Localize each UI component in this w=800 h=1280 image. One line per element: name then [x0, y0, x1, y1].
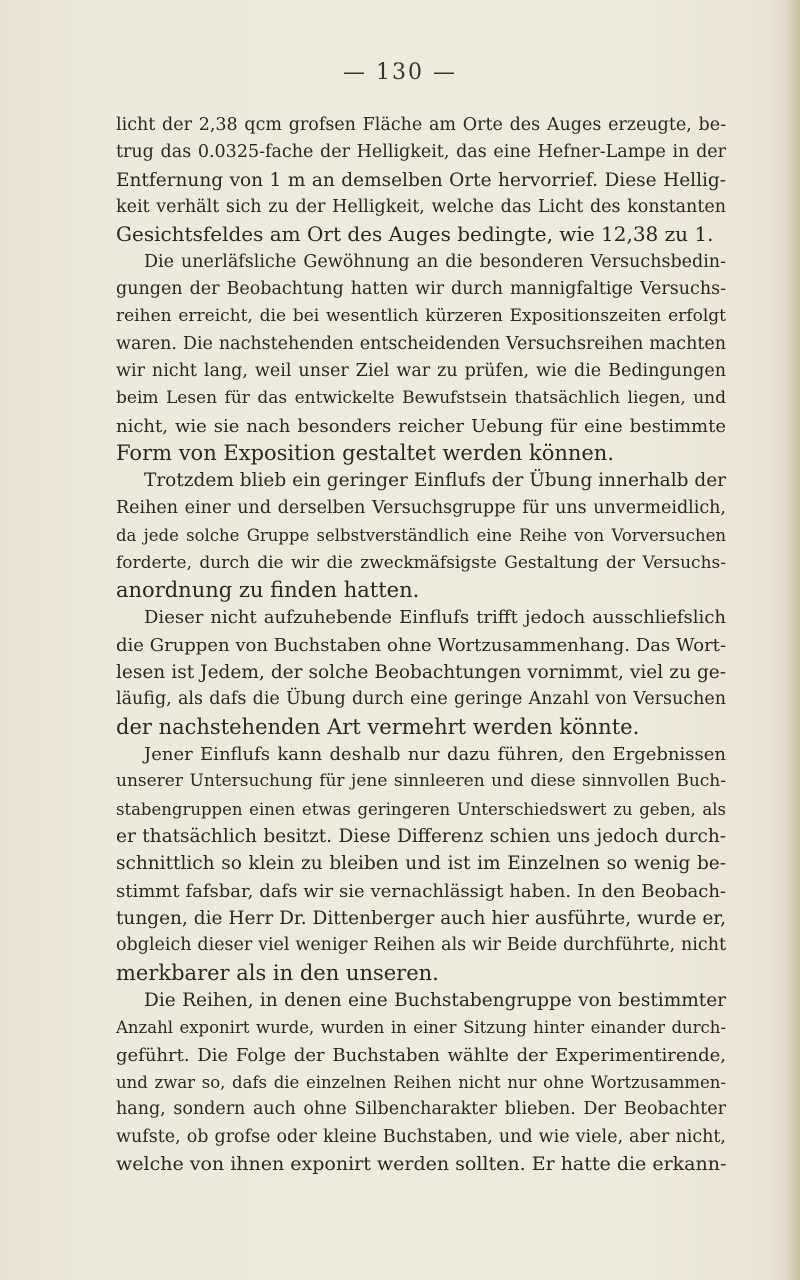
text-line: reihen erreicht, die bei wesentlich kürzeren Expositionszeiten erfolgt: [116, 306, 726, 327]
text-line: Die unerläfsliche Gewöhnung an die besonderen Versuchsbedin-: [144, 251, 726, 272]
text-line: stimmt fafsbar, dafs wir sie vernachlässigt haben. In den Beobach-: [116, 880, 726, 902]
text-line: wir nicht lang, weil unser Ziel war zu prüfen, wie die Bedingungen: [116, 361, 726, 382]
text-line: läufig, als dafs die Übung durch eine geringe Anzahl von Versuchen: [116, 689, 726, 710]
text-line: Jener Einflufs kann deshalb nur dazu führen, den Ergebnissen: [144, 743, 726, 765]
text-line: anordnung zu finden hatten.: [116, 577, 420, 602]
text-line: obgleich dieser viel weniger Reihen als wir Beide durchführte, nicht: [116, 935, 726, 956]
text-line: hang, sondern auch ohne Silbencharakter blieben. Der Beobachter: [116, 1099, 726, 1120]
text-line: keit verhält sich zu der Helligkeit, welche das Licht des konstanten: [116, 197, 726, 218]
text-line: trug das 0.0325-fache der Helligkeit, das eine Hefner-Lampe in der: [116, 142, 726, 163]
text-line: lesen ist Jedem, der solche Beobachtungen vornimmt, viel zu ge-: [116, 661, 726, 683]
page-number: — 130 —: [343, 60, 457, 85]
text-line: Anzahl exponirt wurde, wurden in einer Sitzung hinter einander durch-: [116, 1018, 726, 1038]
text-line: welche von ihnen exponirt werden sollten. Er hatte die erkann-: [116, 1153, 726, 1176]
text-line: unserer Untersuchung für jene sinnleeren und diese sinnvollen Buch-: [116, 771, 726, 792]
body-text: [116, 112, 726, 1178]
text-line: Gesichtsfeldes am Ort des Auges bedingte, wie 12,38 zu 1.: [116, 222, 714, 247]
text-line: Trotzdem blieb ein geringer Einflufs der Übung innerhalb der: [144, 470, 726, 492]
text-line: der nachstehenden Art vermehrt werden könnte.: [116, 714, 640, 739]
text-line: Entfernung von 1 m an demselben Orte hervorrief. Diese Hellig-: [116, 169, 726, 191]
text-line: Form von Exposition gestaltet werden können.: [116, 441, 615, 466]
text-line: und zwar so, dafs die einzelnen Reihen nicht nur ohne Wortzusammen-: [116, 1073, 726, 1093]
text-line: gungen der Beobachtung hatten wir durch mannigfaltige Versuchs-: [116, 279, 726, 300]
text-line: forderte, durch die wir die zweckmäfsigste Gestaltung der Versuchs-: [116, 552, 726, 573]
text-line: beim Lesen für das entwickelte Bewufstsein thatsächlich liegen, und: [116, 388, 726, 409]
text-line: Reihen einer und derselben Versuchsgruppe für uns unvermeidlich,: [116, 497, 726, 518]
text-line: schnittlich so klein zu bleiben und ist im Einzelnen so wenig be-: [116, 853, 726, 875]
text-line: die Gruppen von Buchstaben ohne Wortzusammenhang. Das Wort-: [116, 634, 726, 656]
text-line: Dieser nicht aufzuhebende Einflufs trifft jedoch ausschliefslich: [144, 607, 726, 629]
text-line: da jede solche Gruppe selbstverständlich eine Reihe von Vorversuchen: [116, 526, 726, 546]
text-line: tungen, die Herr Dr. Dittenberger auch hier ausführte, wurde er,: [116, 907, 726, 929]
text-line: stabengruppen einen etwas geringeren Unterschiedswert zu geben, als: [116, 799, 726, 819]
page-edge-shadow: [786, 0, 800, 1280]
text-line: geführt. Die Folge der Buchstaben wählte der Experimentirende,: [116, 1044, 726, 1066]
text-line: er thatsächlich besitzt. Diese Differenz schien uns jedoch durch-: [116, 825, 726, 847]
text-line: nicht, wie sie nach besonders reicher Uebung für eine bestimmte: [116, 415, 726, 437]
text-line: Die Reihen, in denen eine Buchstabengruppe von bestimmter: [144, 990, 726, 1011]
text-line: licht der 2,38 qcm grofsen Fläche am Orte des Auges erzeugte, be-: [116, 115, 726, 135]
text-line: merkbarer als in den unseren.: [116, 960, 439, 985]
text-line: waren. Die nachstehenden entscheidenden Versuchsreihen machten: [116, 333, 726, 354]
text-line: wufste, ob grofse oder kleine Buchstaben, und wie viele, aber nicht,: [116, 1126, 726, 1147]
